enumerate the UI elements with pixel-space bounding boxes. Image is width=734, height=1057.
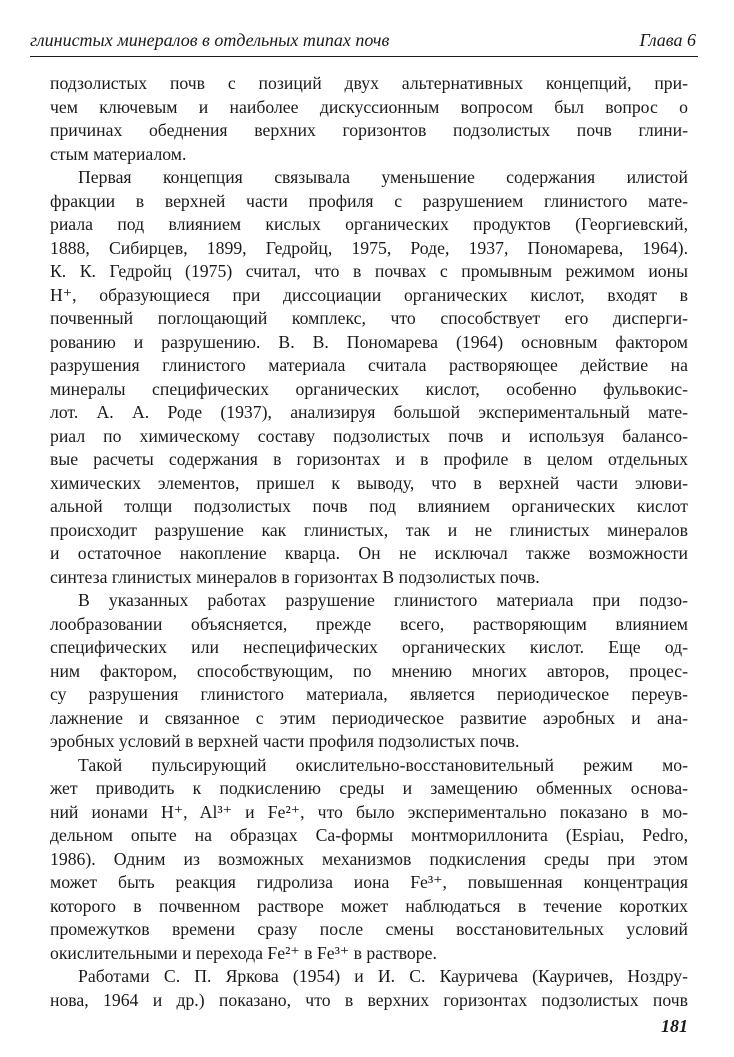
text-line: лот. А. А. Роде (1937), анализируя большой экспериментальный мате- <box>50 402 688 422</box>
text-line: альной толщи подзолистых почв под влиянием органических кислот <box>50 496 688 516</box>
text-line: вые расчеты содержания в горизонтах и в профиле в целом отдельных <box>50 449 688 469</box>
text-line: причинах обеднения верхних горизонтов подзолистых почв глини- <box>50 120 688 140</box>
text-line: лажнение и связанное с этим периодическое развитие аэробных и ана- <box>50 707 688 728</box>
chapter-label: Глава 6 <box>639 30 696 50</box>
body-text <box>50 72 688 1012</box>
text-line: окислительными и перехода Fe²⁺ в Fe³⁺ в растворе. <box>50 942 437 963</box>
text-line: Первая концепция связывала уменьшение содержания илистой <box>78 167 688 187</box>
text-line: су разрушения глинистого материала, является периодическое переув- <box>50 684 688 704</box>
text-line: 1888, Сибирцев, 1899, Гедройц, 1975, Роде, 1937, Пономарева, 1964). <box>50 237 688 258</box>
text-line: В указанных работах разрушение глинистого материала при подзо- <box>78 590 688 610</box>
text-line: которого в почвенном растворе может наблюдаться в течение коротких <box>50 895 688 916</box>
text-line: риал по химическому составу подзолистых почв и используя балансо- <box>50 425 688 446</box>
text-line: нова, 1964 и др.) показано, что в верхних горизонтах подзолистых почв <box>50 989 688 1010</box>
text-line: К. К. Гедройц (1975) считал, что в почвах с промывным режимом ионы <box>50 261 688 281</box>
text-line: почвенный поглощающий комплекс, что способствует его дисперги- <box>50 308 688 328</box>
text-line: промежутков времени сразу после смены восстановительных условий <box>50 919 688 939</box>
running-title: глинистых минералов в отдельных типах почв <box>30 30 390 50</box>
text-line: стым материалом. <box>50 143 187 164</box>
text-line: специфических или неспецифических органических кислот. Еще од- <box>50 637 688 657</box>
text-line: эробных условий в верхней части профиля подзолистых почв. <box>50 731 520 751</box>
text-line: рованию и разрушению. В. В. Пономарева (1964) основным фактором <box>50 331 688 352</box>
text-line: минералы специфических органических кислот, особенно фульвокис- <box>50 378 688 399</box>
text-line: фракции в верхней части профиля с разрушением глинистого мате- <box>50 190 688 211</box>
running-header <box>30 30 698 57</box>
text-line: ний ионами H⁺, Al³⁺ и Fe²⁺, что было экспериментально показано в мо- <box>50 801 688 822</box>
text-line: жет приводить к подкислению среды и замещению обменных основа- <box>50 778 688 798</box>
text-line: лообразовании объясняется, прежде всего, растворяющим влиянием <box>50 613 688 634</box>
text-line: химических элементов, пришел к выводу, что в верхней части элюви- <box>50 472 688 493</box>
text-line: может быть реакция гидролиза иона Fe³⁺, повышенная концентрация <box>50 872 688 892</box>
text-line: дельном опыте на образцах Са-формы монтмориллонита (Espiau, Pedro, <box>50 825 688 845</box>
text-line: Работами С. П. Яркова (1954) и И. С. Кауричева (Кауричев, Ноздру- <box>78 966 688 986</box>
text-line: разрушения глинистого материала считала растворяющее действие на <box>50 355 688 375</box>
text-line: 1986). Одним из возможных механизмов подкисления среды при этом <box>50 848 688 869</box>
text-line: риала под влиянием кислых органических продуктов (Георгиевский, <box>50 214 688 234</box>
text-line: подзолистых почв с позиций двух альтернативных концепций, при- <box>50 73 688 93</box>
text-line: происходит разрушение как глинистых, так и не глинистых минералов <box>50 519 688 540</box>
text-line: H⁺, образующиеся при диссоциации органических кислот, входят в <box>50 284 688 305</box>
text-line: синтеза глинистых минералов в горизонтах В подзолистых почв. <box>50 566 540 587</box>
text-line: и остаточное накопление кварца. Он не исключал также возможности <box>50 543 688 563</box>
text-line: Такой пульсирующий окислительно-восстановительный режим мо- <box>78 754 688 775</box>
text-line: чем ключевым и наиболее дискуссионным вопросом был вопрос о <box>50 96 688 117</box>
text-line: ним фактором, способствующим, по мнению многих авторов, процес- <box>50 660 688 681</box>
page-number: 181 <box>661 1016 688 1036</box>
